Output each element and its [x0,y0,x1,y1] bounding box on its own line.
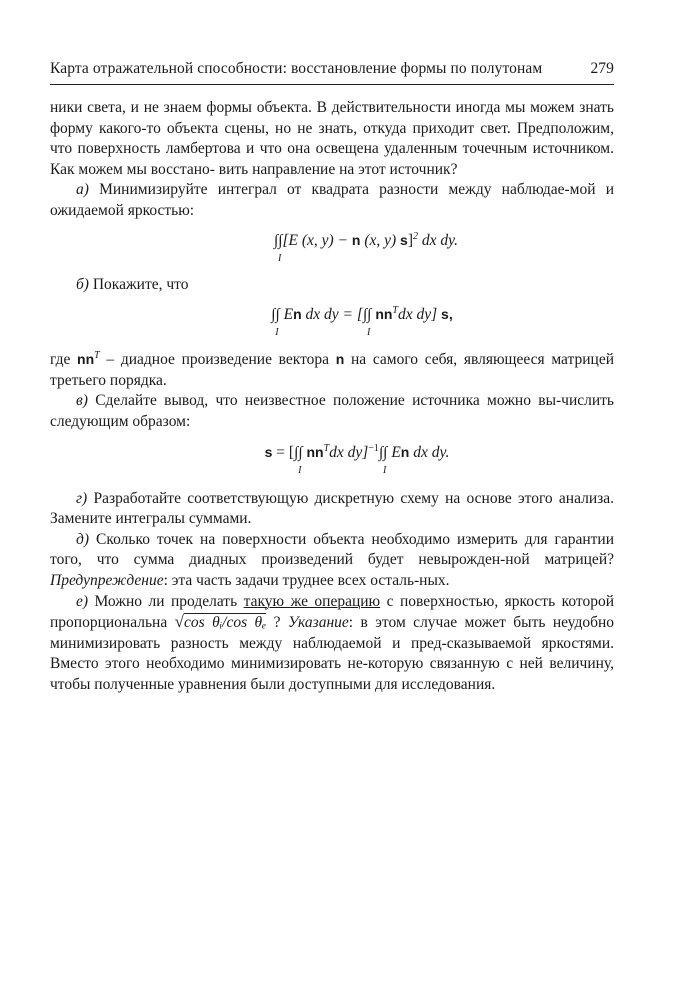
integral-domain: I [298,464,302,476]
item-text: Минимизируйте интеграл от квадрата разности между наблюдае-мой и ожидаемой яркостью: [50,181,614,219]
integral-domain: I [366,327,371,339]
vector-s: s [264,443,273,460]
sqrt-expression: cos θᵢ/cos θₑ [184,614,267,632]
double-integral: ∫∫ I [271,305,280,325]
item-f: е) Можно ли проделать такую же операцию с поверхностью, яркость которой пропорциональна √cos θᵢ/cos θₑ ? Указание: в этом случае может быть неудобно минимизировать разность между наблюдаемой и пред-сказываемой яркостями. Вместо этого необходимо минимизировать не-которую связанную с ней величину, чтобы полученные уравнения были доступными для исследования. [50,592,615,693]
intro-line: вить направление на этот источник? [218,160,458,178]
item-marker: в) [76,392,88,410]
item-d [50,489,614,530]
exponent: 2 [413,230,418,242]
item-text: Покажите, что [92,275,189,293]
formula-a: ∫∫ I [E (x, y) − n (x, y) s]$^2$ dx dy. [50,230,614,251]
double-integral: ∫∫ I [294,443,303,463]
dyadic-nn: nn [77,351,95,368]
integral-domain: I [382,464,387,476]
double-integral: ∫∫ I [363,305,372,325]
page-number: 279 [590,60,614,77]
item-a [50,180,614,221]
page-body [50,98,614,695]
formula-b: ∫∫ I En dx dy = [∫∫ I $nn^Tdx$ dy] s, [50,304,614,325]
item-b [50,275,614,296]
item-marker: а) [76,181,89,199]
intro-line: ники света, и не знаем формы объекта. В действительности иногда мы [50,99,526,116]
warning-text: : эта часть задачи труднее всех осталь-ных. [163,571,450,589]
item-text: Разработайте соответствующую дискретную схему на основе этого анализа. Замените интегралы суммами. [50,489,615,528]
intro-line: приходит свет. Предположим, что поверхность ламбертова и что она [50,119,614,158]
transpose-mark: T [94,350,100,362]
item-marker: е) [76,592,89,610]
vector-s: s, [441,306,453,323]
item-marker: б) [76,275,89,293]
double-integral: ∫∫ I [274,231,283,251]
vector-s: s [400,231,408,248]
vector-n: n [400,443,410,460]
vector-n: n [351,231,361,248]
double-integral: ∫∫ I [379,443,388,463]
underlined-phrase: такую же операцию [243,592,381,610]
inverse-exponent: −1 [368,442,379,454]
item-text: Сколько точек на поверхности объекта необходимо измерить для гарантии того, что сумма диадных произведений будет невырожден-ной матрицей? [50,530,615,569]
sqrt-sign: √ [174,612,184,632]
formula-c: s = [∫∫ I $nn^Tdx$ dy]$^{-1}$∫∫ I En dx dy. [50,442,614,463]
item-marker: г) [76,489,88,507]
running-title: Карта отражательной способности: восстановление формы по полутонам [50,60,543,77]
item-c [50,391,614,432]
item-marker: д) [76,530,90,548]
running-header [50,60,614,85]
vector-n: n [335,351,345,368]
hint-text: : в этом случае может быть неудобно минимизировать разность между наблюдаемой и пред-сказываемой яркостями. Вместо этого необходимо минимизировать не-которую связанную с ней величину, чтобы полученные уравнения были доступными для исследования. [50,614,615,693]
item-b-note: где $nn^T$ – диадное произведение вектора n на самого себя, являющееся матрицей третьего порядка. [50,350,614,389]
intro-paragraph [50,98,614,180]
vector-n: n [293,306,302,323]
intro-line: можем знать форму какого-то объекта сцены, но не знать, откуда [50,99,614,137]
hint-label: Указание [288,614,349,632]
warning-label: Предупреждение [50,571,164,589]
transpose-mark: T [323,442,330,454]
intro-line: освещена удаленным точечным источником. Как можем мы восстано- [50,140,614,178]
integral-domain: I [277,252,282,264]
item-e [50,530,614,592]
integral-domain: I [275,327,279,339]
dyadic-nn: nn [375,306,393,323]
dyadic-nn: nn [306,443,324,460]
item-text: Сделайте вывод, что неизвестное положение источника можно вы-числить следующим образом: [50,392,614,430]
transpose-mark: T [392,305,398,317]
